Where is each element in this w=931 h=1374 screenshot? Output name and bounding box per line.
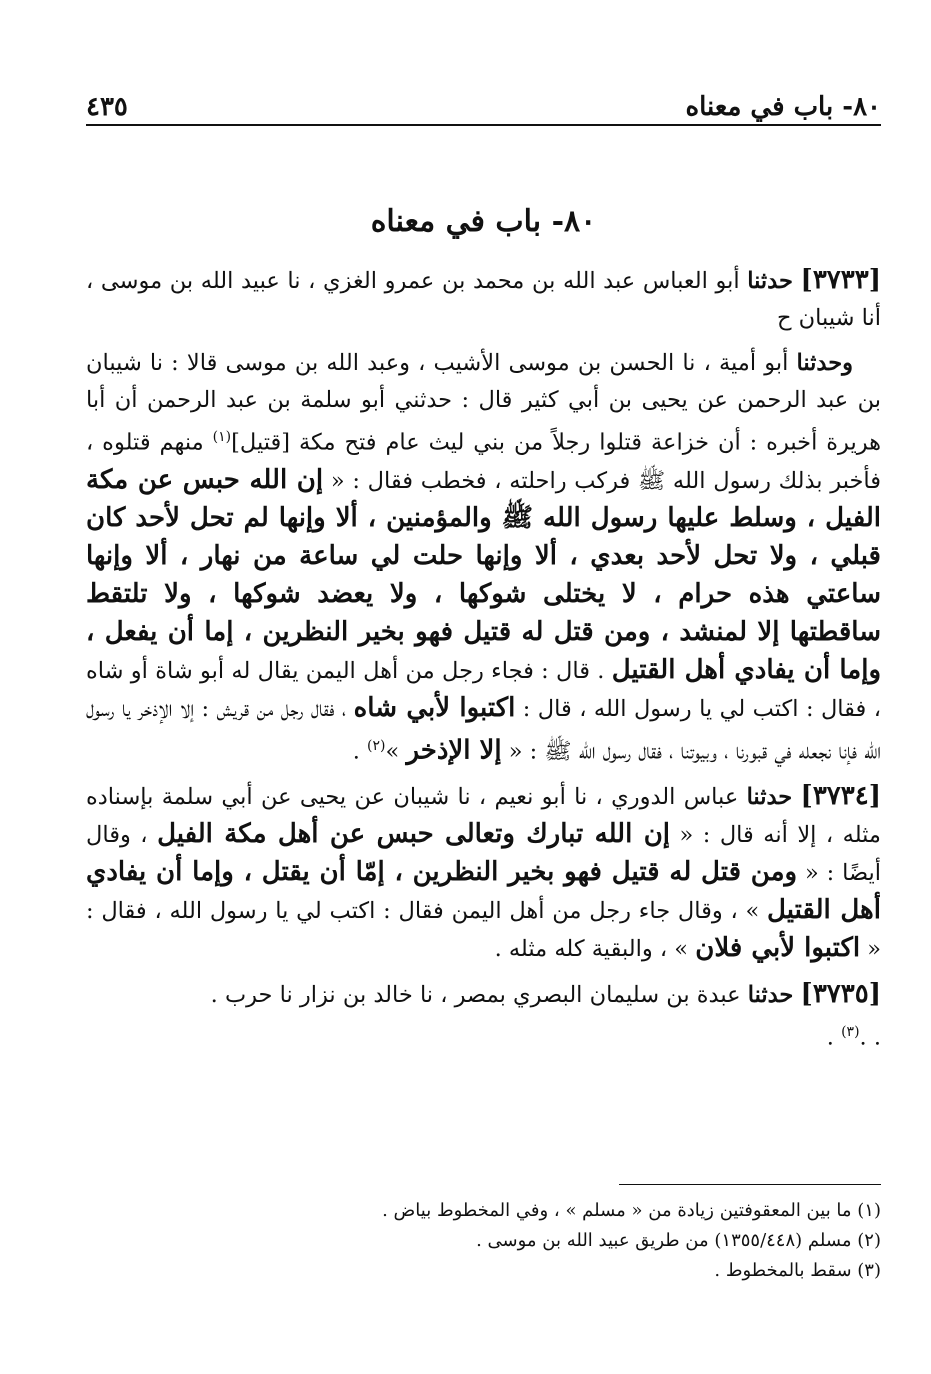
page-number: ٤٣٥ (86, 92, 128, 122)
footnote-ref-1[interactable]: (١) (212, 429, 232, 445)
footnotes (86, 1196, 881, 1286)
prophetic-speech: اكتبوا لأبي شاه (353, 692, 516, 723)
haddathana-word: حدثنا (747, 982, 794, 1008)
narration-text: » ، والبقية كله مثله . (494, 936, 689, 962)
haddathana-word: حدثنا (746, 784, 793, 810)
prophetic-speech: إلا الإذخر (406, 735, 502, 765)
narration-text: ، وقال أيضًا : « (86, 822, 882, 886)
main-text (86, 262, 881, 1065)
header-rule (86, 124, 881, 126)
hadith-number: [٣٧٣٥] (800, 979, 881, 1009)
narration-text: أبو أمية ، نا الحسن بن موسى الأشيب ، وعبد الله بن موسى قالا : نا شيبان بن عبد الرحمن عن يحيى بن أبي كثير قال : حدثني أبو سلمة بن عبد الرحمن أن أبا هريرة أخبره : أن خزاعة قتلوا رجلاً من بني ليث عام فتح مكة [قتيل] (86, 350, 882, 456)
hadith-3734 (86, 778, 881, 968)
running-header (86, 76, 881, 122)
footnote-2: (٢) مسلم (١٣٥٥/٤٤٨) من طريق عبيد الله بن موسى . (476, 1230, 881, 1251)
haddathana-word: وحدثنا (796, 350, 853, 376)
isnad-text: أبو العباس عبد الله بن محمد بن عمرو الغزي ، نا عبيد الله بن موسى ، أنا شيبان ح (86, 268, 881, 331)
haddathana-word: حدثنا (747, 268, 793, 294)
narration-text: ، فقال رجل من قريش : إلا الإذخر يا رسول الله فإنا نجعله في قبورنا ، وبيوتنا ، فقال رسول الله ﷺ : « (86, 695, 881, 764)
chapter-title: ٨٠- باب في معناه (370, 204, 597, 239)
narration-text: عباس الدوري ، نا أبو نعيم ، نا شيبان عن يحيى عن أبي سلمة بإسناده مثله ، إلا أنه قال : « (86, 784, 881, 848)
hadith-3735 (86, 976, 881, 1057)
prophetic-speech: إن الله تبارك وتعالى حبس عن أهل مكة الفيل (157, 819, 671, 849)
footnote-1: (١) ما بين المعقوفتين زيادة من « مسلم » ، وفي المخطوط بياض . (382, 1200, 881, 1221)
ellipsis: . . (859, 1024, 881, 1051)
isnad-text: عبدة بن سليمان البصري بمصر ، نا خالد بن نزار نا حرب . (210, 982, 741, 1008)
hadith-number: [٣٧٣٣] (800, 265, 882, 295)
footnote-ref-2[interactable]: (٢) (367, 737, 386, 754)
narration-text: منهم قتلوه ، فأخبر بذلك رسول الله ﷺ فركب راحلته ، فخطب فقال : « (86, 429, 882, 494)
prophetic-speech: اكتبوا لأبي فلان (695, 933, 861, 963)
running-title: ٨٠- باب في معناه (685, 92, 881, 122)
narration-text: . (352, 738, 360, 764)
narration-text: . قال : فجاء رجل من أهل اليمن يقال له أبو شاة أو شاه ، فقال : اكتب لي يا رسول الله ، قال : (86, 657, 881, 722)
hadith-3733 (86, 262, 881, 337)
end-mark: . (826, 1024, 834, 1051)
narration-text: » ، وقال جاء رجل من أهل اليمن فقال : اكتب لي يا رسول الله ، فقال : « (86, 898, 881, 962)
footnote-3: (٣) سقط بالمخطوط . (714, 1260, 881, 1281)
footnote-ref-3[interactable]: (٣) (841, 1024, 860, 1040)
hadith-number: [٣٧٣٤] (800, 781, 881, 811)
narration-text: » (385, 738, 400, 764)
prophetic-speech: إن الله حبس عن مكة الفيل ، وسلط عليها رسول الله ﷺ والمؤمنين ، ألا وإنها لم تحل لأحد كان قبلي ، ولا تحل لأحد بعدي ، ألا وإنها حلت لي ساعة من نهار ، ألا وإنها ساعتي هذه حرام ، لا يختلى شوكها ، ولا يعضد شوكها ، ولا تلتقط ساقطتها إلا لمنشد ، ومن قتل له قتيل فهو بخير النظرين ، إما أن يفعل ، وإما أن يفادي أهل القتيل (86, 464, 882, 685)
hadith-3733-second-chain (86, 345, 881, 770)
footnote-rule (619, 1184, 881, 1185)
prophetic-speech: ومن قتل له قتيل فهو بخير النظرين ، إمّا أن يقتل ، وإما أن يفادي أهل القتيل (86, 857, 881, 925)
